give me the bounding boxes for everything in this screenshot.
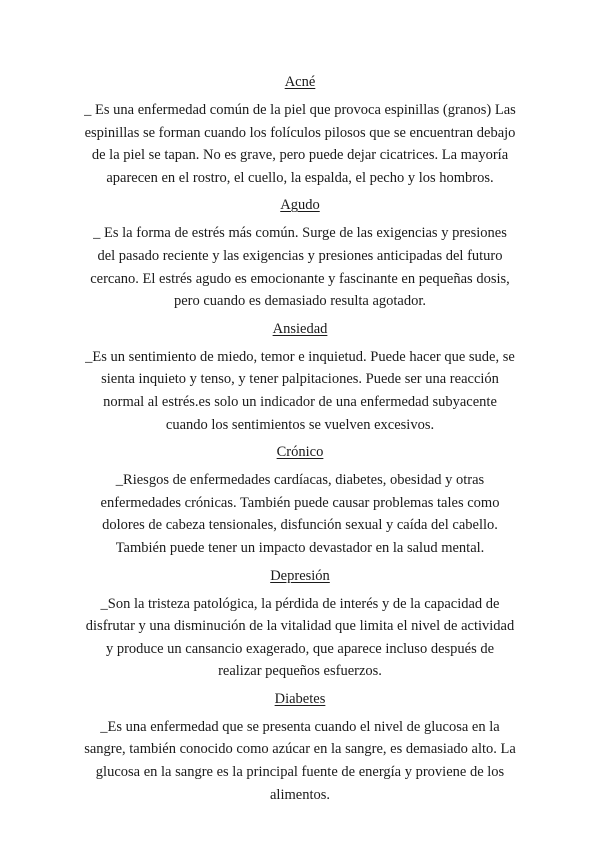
entry-acne (84, 72, 516, 189)
term-definition: _Son la tristeza patológica, la pérdida de interés y de la capacidad de disfrutar y una disminución de la vitalidad que limita el nivel de actividad y produce un cansancio exagerado, que aparece incluso después de realizar pequeños esfuerzos. (85, 595, 515, 680)
entry-agudo (84, 195, 516, 312)
term-heading: Acné (284, 74, 316, 90)
entry-ansiedad (84, 319, 516, 436)
term-heading: Crónico (276, 444, 324, 461)
term-definition: _ Es una enfermedad común de la piel que provoca espinillas (granos) Las espinillas se forman cuando los folículos pilosos que se encuentran debajo de la piel se tapan. No es grave, pero puede dejar cicatrices. La mayoría aparecen en el rostro, el cuello, la espalda, el pecho y los hombros. (84, 102, 516, 186)
entry-diabetes (84, 689, 516, 806)
term-definition: _ Es la forma de estrés más común. Surge de las exigencias y presiones del pasado reciente y las exigencias y presiones anticipadas del futuro cercano. El estrés agudo es emocionante y fascinante en pequeñas dosis, pero cuando es demasiado resulta agotador. (90, 225, 510, 310)
entry-depresion (84, 566, 516, 683)
term-heading: Diabetes (274, 690, 326, 707)
term-heading: Ansiedad (272, 320, 328, 337)
entry-cronico (84, 442, 516, 559)
term-definition: _Riesgos de enfermedades cardíacas, diabetes, obesidad y otras enfermedades crónicas. También puede causar problemas tales como dolores de cabeza tensionales, disfunción sexual y caída del cabello. También puede tener un impacto devastador en la salud mental. (100, 472, 500, 556)
term-definition: _Es una enfermedad que se presenta cuando el nivel de glucosa en la sangre, también conocido como azúcar en la sangre, es demasiado alto. La glucosa en la sangre es la principal fuente de energía y proviene de los alimentos. (84, 718, 516, 803)
term-heading: Depresión (270, 567, 330, 584)
term-heading: Agudo (280, 197, 320, 214)
term-definition: _Es un sentimiento de miedo, temor e inquietud. Puede hacer que sude, se sienta inquieto y tenso, y tener palpitaciones. Puede ser una reacción normal al estrés.es solo un indicador de una enfermedad subyacente cuando los sentimientos se vuelven excesivos. (85, 348, 515, 433)
